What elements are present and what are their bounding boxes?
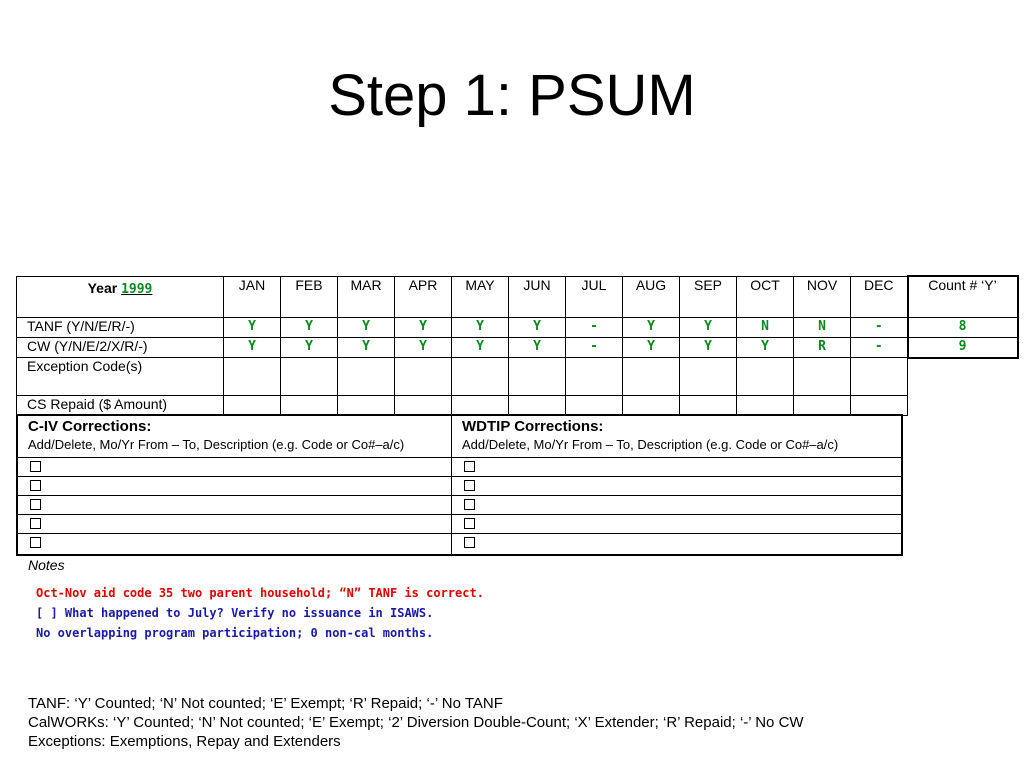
month-jun: JUN — [509, 276, 566, 317]
note-line-3: No overlapping program participation; 0 non-cal months. — [36, 626, 434, 640]
tanf-jul: - — [566, 317, 623, 337]
legend-exceptions: Exceptions: Exemptions, Repay and Extenders — [28, 733, 341, 750]
tanf-jun: Y — [509, 317, 566, 337]
tanf-label: TANF (Y/N/E/R/-) — [17, 317, 224, 337]
cw-row — [17, 337, 1018, 358]
wdtip-corrections — [452, 416, 901, 554]
exception-label: Exception Code(s) — [17, 358, 224, 396]
checkbox[interactable] — [464, 461, 475, 472]
cw-feb: Y — [281, 337, 338, 358]
legend-tanf: TANF: ‘Y’ Counted; ‘N’ Not counted; ‘E’ Exempt; ‘R’ Repaid; ‘-’ No TANF — [28, 695, 503, 712]
month-sep: SEP — [680, 276, 737, 317]
tanf-apr: Y — [395, 317, 452, 337]
corrections-box — [16, 414, 903, 556]
tanf-may: Y — [452, 317, 509, 337]
note-line-1: Oct-Nov aid code 35 two parent household; “N” TANF is correct. — [36, 586, 484, 600]
year-value: 1999 — [121, 281, 153, 297]
cw-label: CW (Y/N/E/2/X/R/-) — [17, 337, 224, 358]
cw-jun: Y — [509, 337, 566, 358]
tanf-nov: N — [794, 317, 851, 337]
tanf-count: 8 — [908, 317, 1018, 337]
tanf-oct: N — [737, 317, 794, 337]
wdtip-subtitle: Add/Delete, Mo/Yr From – To, Description (e.g. Code or Co#–a/c) — [462, 437, 839, 452]
tanf-dec: - — [851, 317, 908, 337]
tanf-feb: Y — [281, 317, 338, 337]
cs-repaid-row — [17, 396, 1018, 416]
checkbox[interactable] — [464, 499, 475, 510]
cw-aug: Y — [623, 337, 680, 358]
year-cell — [17, 276, 224, 317]
cw-jan: Y — [224, 337, 281, 358]
month-mar: MAR — [338, 276, 395, 317]
count-header: Count # ‘Y’ — [908, 276, 1018, 317]
month-jan: JAN — [224, 276, 281, 317]
wdtip-title: WDTIP Corrections: — [462, 418, 604, 435]
civ-corrections — [18, 416, 452, 554]
year-label: Year — [87, 279, 118, 296]
tanf-sep: Y — [680, 317, 737, 337]
checkbox[interactable] — [30, 537, 41, 548]
month-apr: APR — [395, 276, 452, 317]
month-aug: AUG — [623, 276, 680, 317]
month-oct: OCT — [737, 276, 794, 317]
month-jul: JUL — [566, 276, 623, 317]
exception-row — [17, 358, 1018, 396]
checkbox[interactable] — [464, 480, 475, 491]
note-line-2: [ ] What happened to July? Verify no issuance in ISAWS. — [36, 606, 434, 620]
tanf-jan: Y — [224, 317, 281, 337]
civ-title: C-IV Corrections: — [28, 418, 152, 435]
cw-may: Y — [452, 337, 509, 358]
cw-mar: Y — [338, 337, 395, 358]
month-may: MAY — [452, 276, 509, 317]
checkbox[interactable] — [30, 499, 41, 510]
cw-apr: Y — [395, 337, 452, 358]
notes-label: Notes — [28, 557, 65, 573]
tanf-mar: Y — [338, 317, 395, 337]
month-nov: NOV — [794, 276, 851, 317]
checkbox[interactable] — [30, 480, 41, 491]
header-row — [17, 276, 1018, 317]
checkbox[interactable] — [30, 461, 41, 472]
tanf-row — [17, 317, 1018, 337]
civ-subtitle: Add/Delete, Mo/Yr From – To, Description (e.g. Code or Co#–a/c) — [28, 437, 405, 452]
month-feb: FEB — [281, 276, 338, 317]
checkbox[interactable] — [464, 537, 475, 548]
checkbox[interactable] — [30, 518, 41, 529]
cw-oct: Y — [737, 337, 794, 358]
checkbox[interactable] — [464, 518, 475, 529]
cw-jul: - — [566, 337, 623, 358]
page-title: Step 1: PSUM — [328, 63, 696, 128]
cw-sep: Y — [680, 337, 737, 358]
month-dec: DEC — [851, 276, 908, 317]
cs-repaid-label: CS Repaid ($ Amount) — [17, 396, 224, 416]
cw-dec: - — [851, 337, 908, 358]
cw-nov: R — [794, 337, 851, 358]
cw-count: 9 — [908, 337, 1018, 358]
tanf-aug: Y — [623, 317, 680, 337]
psum-table — [16, 275, 1019, 416]
legend-calworks: CalWORKs: ‘Y’ Counted; ‘N’ Not counted; ‘E’ Exempt; ‘2’ Diversion Double-Count; ‘X’ Extender; ‘R’ Repaid; ‘-’ No CW — [28, 714, 804, 731]
